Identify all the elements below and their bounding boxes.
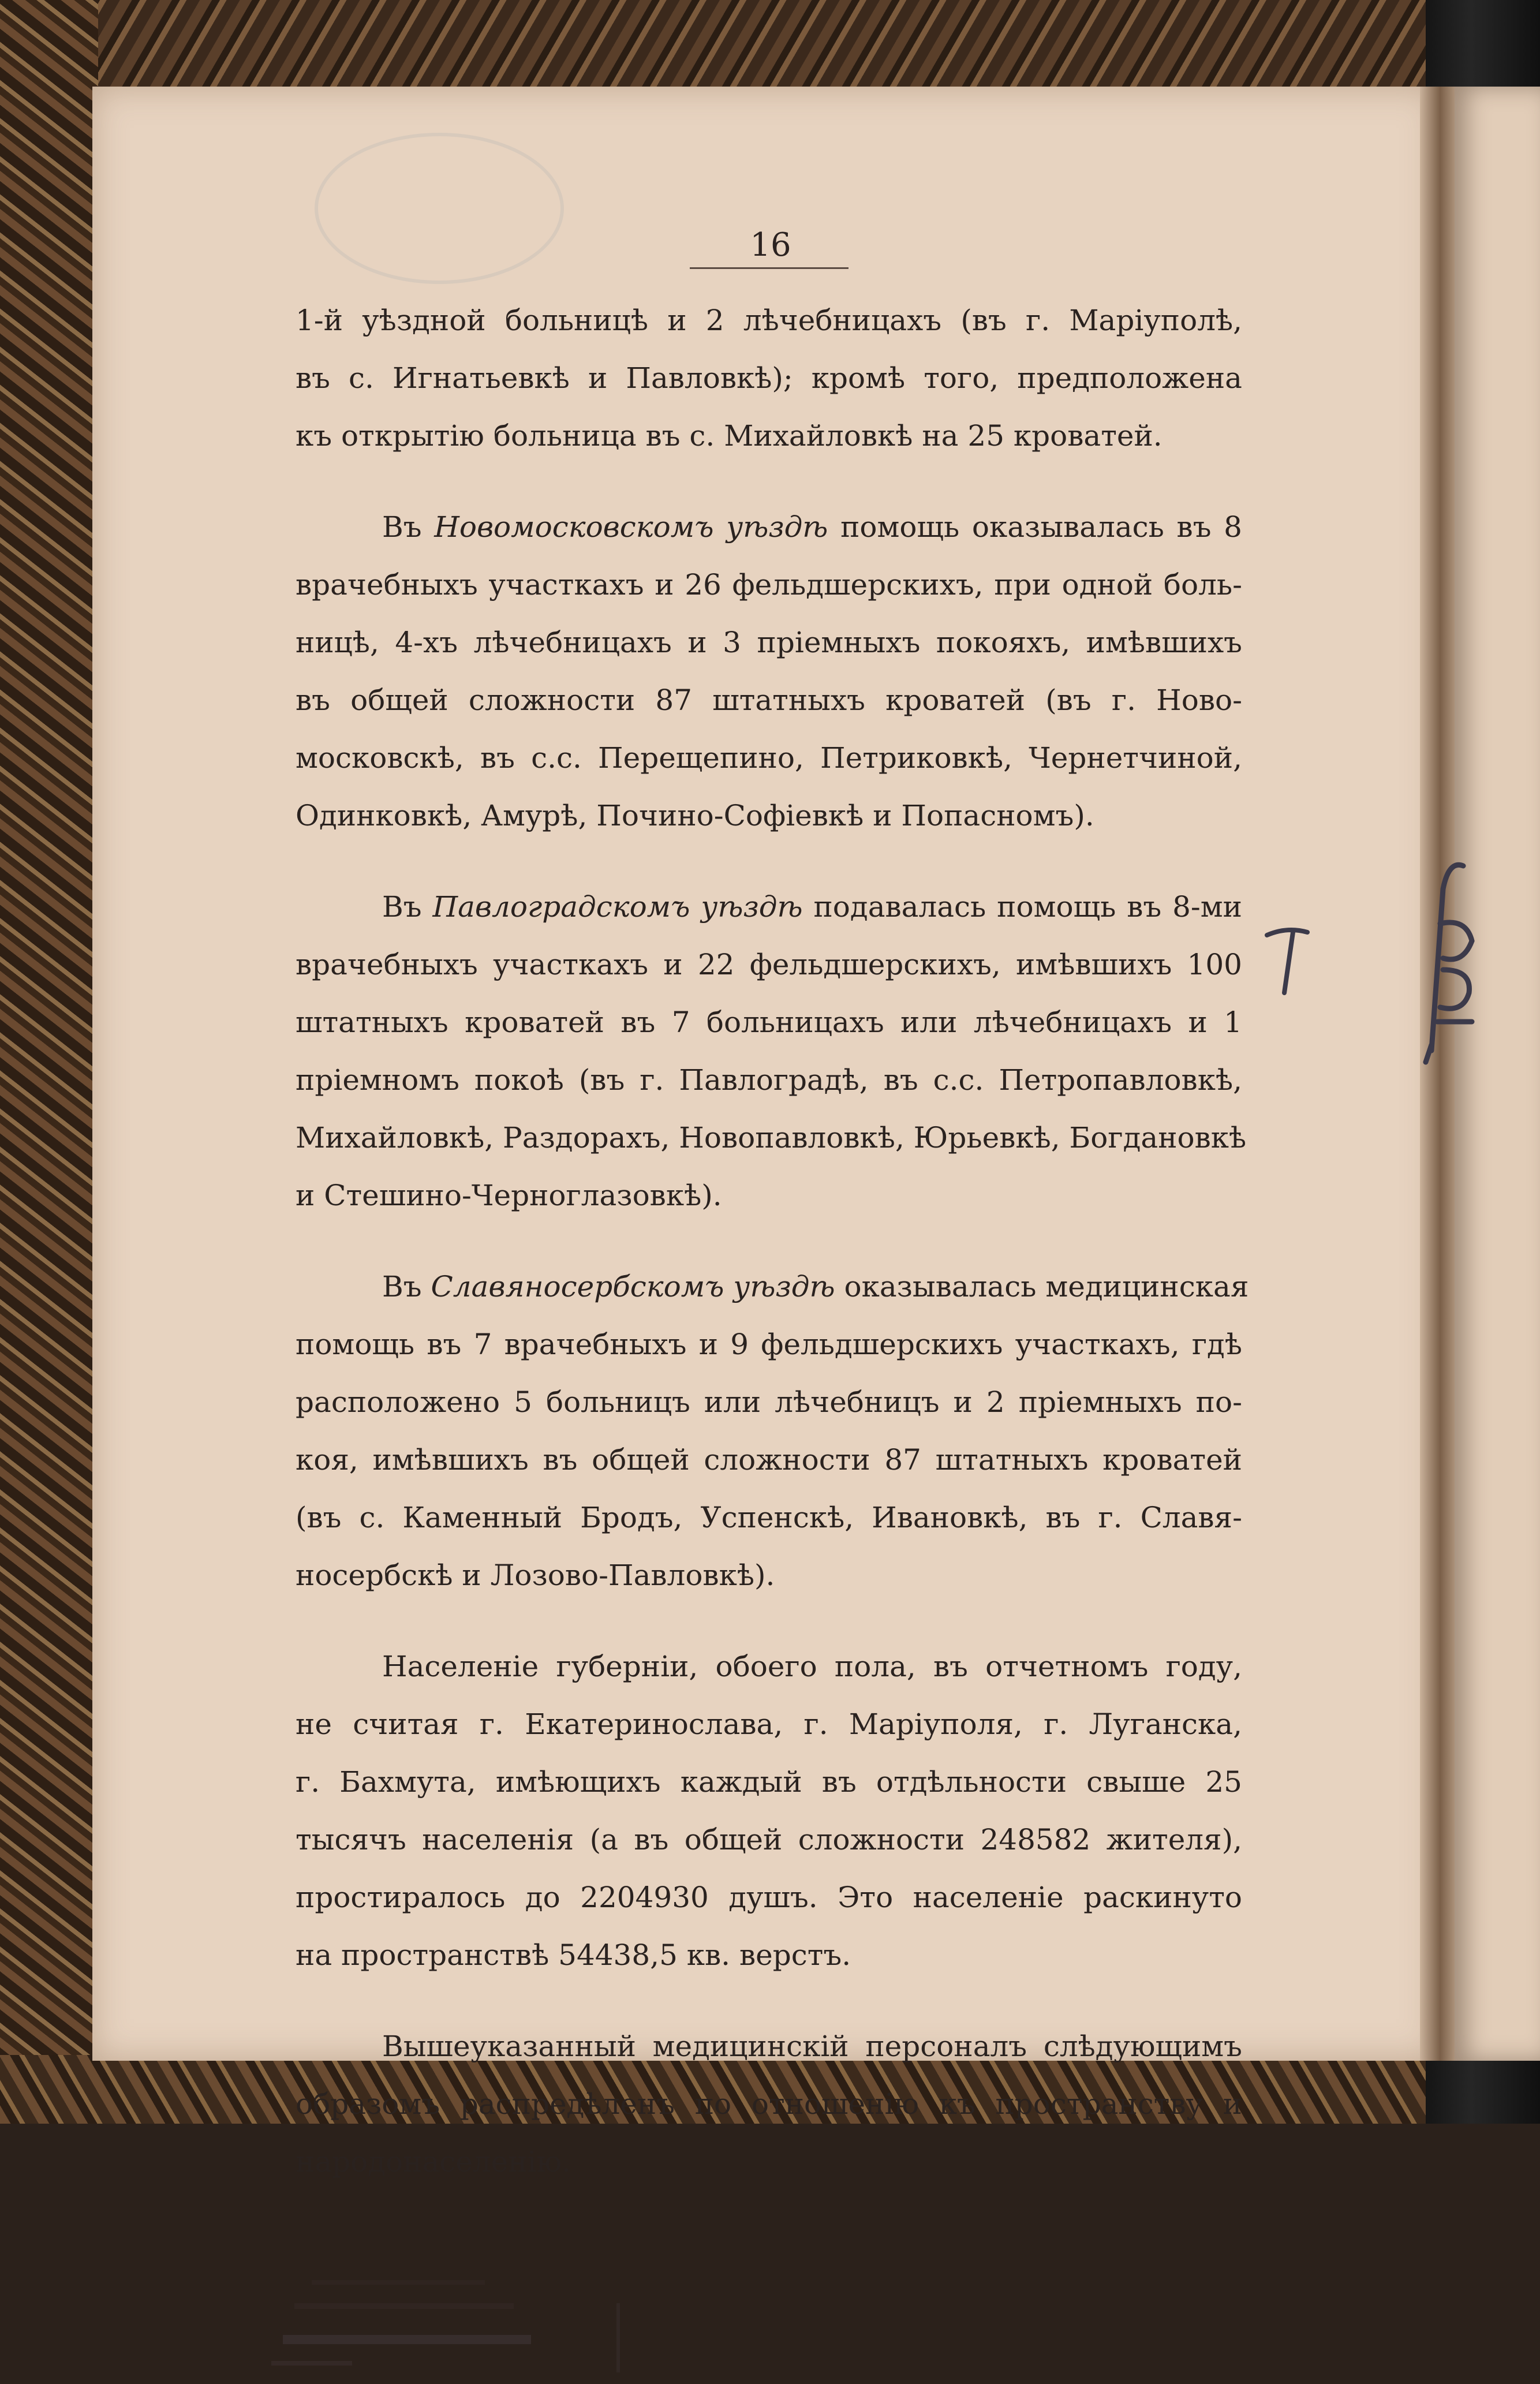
paragraph-1: [296, 292, 1242, 465]
handwritten-shelf-mark-icon: [1408, 854, 1489, 1074]
text-line: Михайловкѣ, Раздорахъ, Новопавловкѣ, Юрьевкѣ, Богдановкѣ: [296, 1121, 1247, 1154]
page-number: 16: [750, 226, 791, 264]
text-line-first: [296, 498, 1242, 556]
text-line: Одинковкѣ, Амурѣ, Почино-Софіевкѣ и Попасномъ).: [296, 799, 1094, 832]
text-line: на пространствѣ 54438,5 кв. верстъ.: [296, 1938, 851, 1972]
text-line-first: Вышеуказанный медицинскій персоналъ слѣдующимъ: [382, 2030, 1242, 2063]
text-line: коя, имѣвшихъ въ общей сложности 87 штатныхъ кроватей: [296, 1443, 1242, 1477]
paragraph-3: [296, 878, 1247, 1224]
text-line: образомъ распредѣленъ по отношенію къ пространству и: [296, 2087, 1242, 2121]
district-name: Славяносербскомъ уѣздѣ: [431, 1270, 835, 1303]
bottom-ink-stamp-icon: [271, 2269, 641, 2384]
text-line: въ общей сложности 87 штатныхъ кроватей (въ г. Ново-: [296, 683, 1242, 717]
text-line: 1-й уѣздной больницѣ и 2 лѣчебницахъ (въ г. Маріуполѣ,: [296, 304, 1242, 337]
next-page-edge: [1455, 87, 1540, 2061]
district-name: Новомосковскомъ уѣздѣ: [434, 510, 828, 544]
text-line: расположено 5 больницъ или лѣчебницъ и 2 пріемныхъ по-: [296, 1385, 1242, 1419]
text-line-first: [296, 878, 1242, 936]
book-cover-top-edge: [0, 0, 1540, 87]
paragraph-6: [296, 2017, 1242, 2191]
text-line: г. Бахмута, имѣющихъ каждый въ отдѣльности свыше 25: [296, 1765, 1242, 1799]
paragraph-first-rest: подавалась помощь въ 8-ми: [813, 890, 1242, 924]
text-line: (въ с. Каменный Бродъ, Успенскѣ, Ивановкѣ, въ г. Славя-: [296, 1501, 1242, 1534]
paragraph-lead: Въ: [382, 510, 422, 544]
paragraph-lead: Въ: [382, 890, 422, 924]
book-cover-left-edge: [0, 0, 98, 2124]
text-line: и Стешино-Черноглазовкѣ).: [296, 1179, 722, 1212]
text-line: тысячъ населенія (а въ общей сложности 248582 жителя),: [296, 1823, 1242, 1856]
paragraph-lead: Въ: [382, 1270, 422, 1303]
text-line: врачебныхъ участкахъ и 22 фельдшерскихъ, имѣвшихъ 100: [296, 948, 1242, 981]
text-line: пріемномъ покоѣ (въ г. Павлоградѣ, въ с.с. Петропавловкѣ,: [296, 1063, 1242, 1097]
page-body-text: [296, 292, 1249, 2224]
paragraph-4: [296, 1258, 1249, 1604]
text-line-first: Населеніе губерніи, обоего пола, въ отчетномъ году,: [382, 1650, 1242, 1683]
text-line: простиралось до 2204930 душъ. Это населеніе раскинуто: [296, 1881, 1242, 1914]
text-line: ницѣ, 4-хъ лѣчебницахъ и 3 пріемныхъ покояхъ, имѣвшихъ: [296, 626, 1242, 659]
paragraph-5: [296, 1638, 1242, 1984]
text-line: къ открытію больница въ с. Михайловкѣ на 25 кроватей.: [296, 419, 1163, 453]
text-line: штатныхъ кроватей въ 7 больницахъ или лѣчебницахъ и 1: [296, 1006, 1242, 1039]
district-name: Павлоградскомъ уѣздѣ: [432, 890, 803, 924]
paragraph-first-rest: оказывалась медицинская: [844, 1270, 1249, 1303]
text-line-first: [296, 1258, 1249, 1316]
text-line: не считая г. Екатеринослава, г. Маріуполя, г. Луганска,: [296, 1707, 1242, 1741]
page-number-rule: [690, 267, 849, 269]
text-line: носербскѣ и Лозово-Павловкѣ).: [296, 1559, 775, 1592]
text-line: московскѣ, въ с.с. Перещепино, Петриковкѣ, Чернетчиной,: [296, 741, 1242, 775]
paragraph-2: [296, 498, 1242, 845]
faint-library-stamp: [315, 133, 564, 284]
paragraph-first-rest: помощь оказывалась въ 8: [840, 510, 1242, 544]
pencil-mark-icon: [1261, 924, 1313, 999]
text-line: помощь въ 7 врачебныхъ и 9 фельдшерскихъ участкахъ, гдѣ: [296, 1328, 1242, 1361]
text-line: народонаселенію.: [296, 2145, 571, 2179]
text-line: въ с. Игнатьевкѣ и Павловкѣ); кромѣ того, предположена: [296, 361, 1242, 395]
text-line: врачебныхъ участкахъ и 26 фельдшерскихъ, при одной боль-: [296, 568, 1242, 601]
